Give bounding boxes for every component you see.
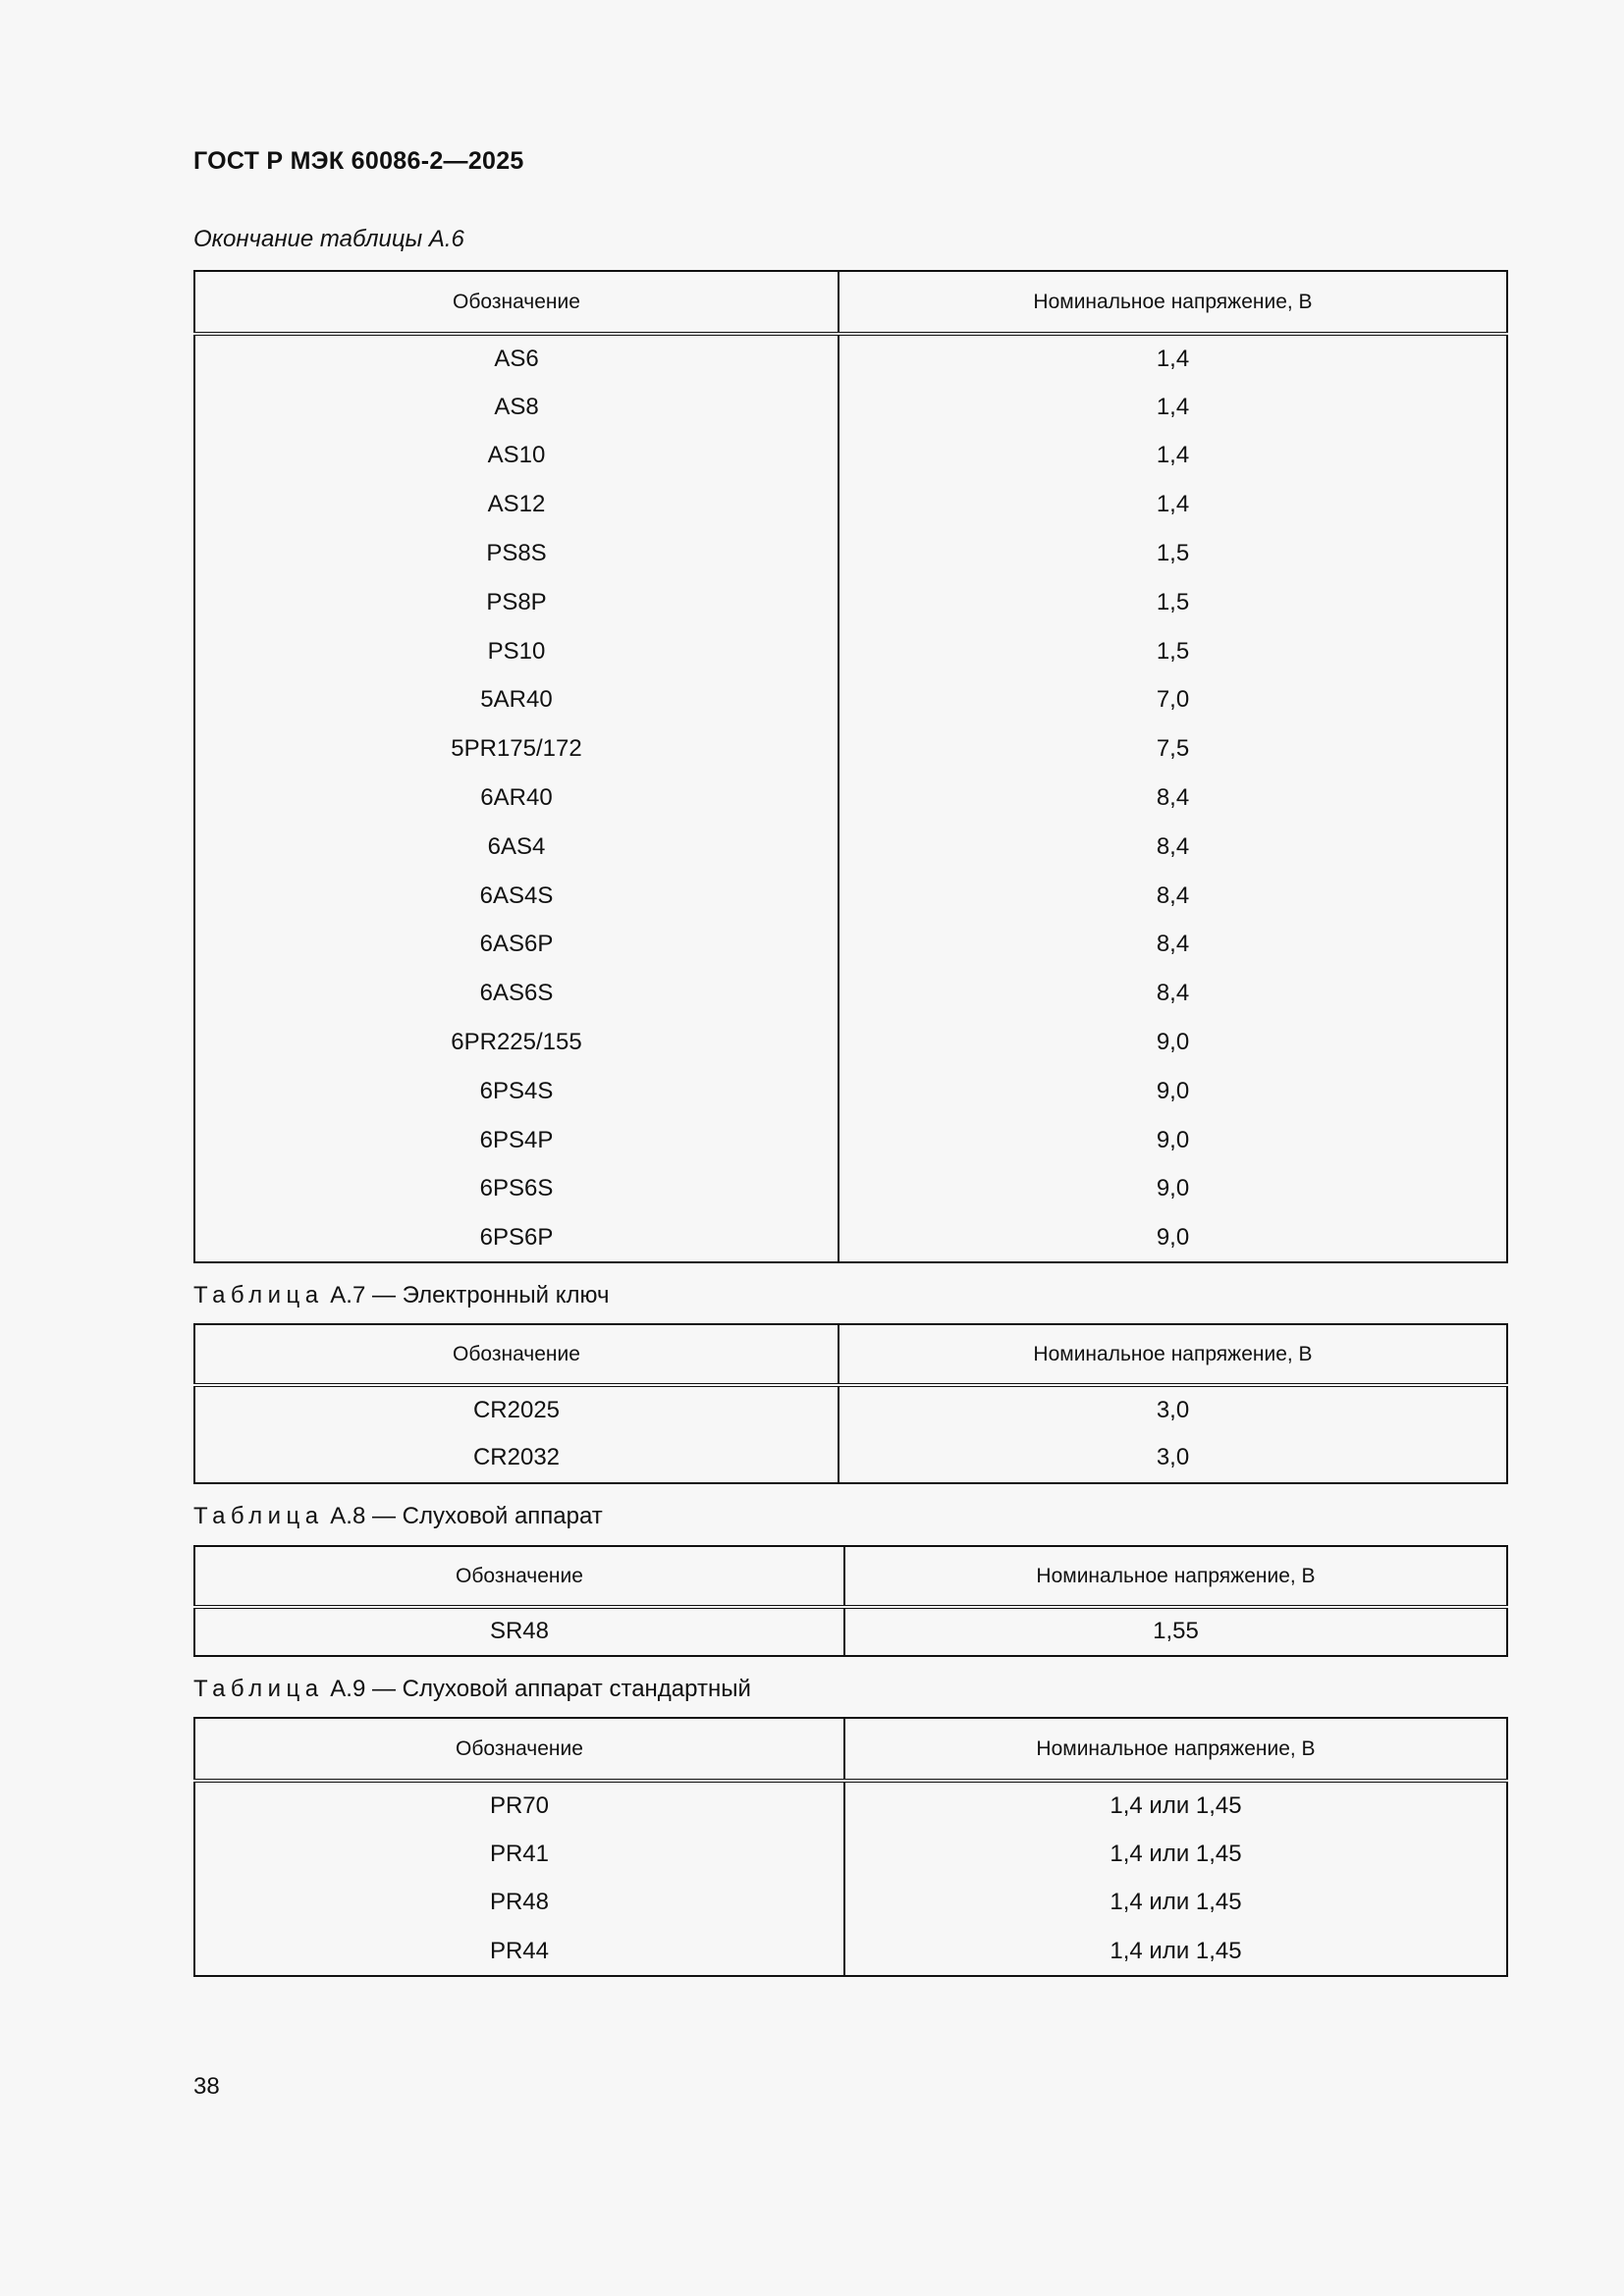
column-header-nominal-voltage: Номинальное напряжение, В bbox=[844, 1546, 1507, 1607]
designation-cell: CR2032 bbox=[472, 1444, 561, 1471]
table-a9-caption bbox=[193, 1676, 751, 1703]
table-row bbox=[194, 480, 1507, 529]
table-a6-body bbox=[194, 334, 1507, 1262]
table-a9-body bbox=[194, 1781, 1507, 1976]
table-a6 bbox=[193, 270, 1508, 1263]
table-row bbox=[194, 1434, 1507, 1483]
table-row bbox=[194, 676, 1507, 725]
table-a8 bbox=[193, 1545, 1508, 1657]
designation-cell: PR70 bbox=[489, 1791, 550, 1819]
nominal-voltage-cell: 8,4 bbox=[839, 872, 1507, 921]
document-header: ГОСТ Р МЭК 60086-2—2025 bbox=[193, 147, 524, 175]
nominal-voltage-cell: 1,4 или 1,45 bbox=[844, 1781, 1507, 1830]
table-a6-caption: Окончание таблицы А.6 bbox=[193, 226, 464, 252]
nominal-voltage-cell: 8,4 bbox=[839, 969, 1507, 1018]
designation-cell: 6AR40 bbox=[480, 784, 553, 812]
nominal-voltage-cell: 1,55 bbox=[844, 1607, 1507, 1656]
column-header-nominal-voltage: Номинальное напряжение, В bbox=[844, 1718, 1507, 1781]
table-row bbox=[194, 872, 1507, 921]
table-row bbox=[194, 823, 1507, 872]
nominal-voltage-cell: 1,4 bbox=[839, 432, 1507, 481]
designation-cell: PS10 bbox=[487, 637, 546, 665]
table-row bbox=[194, 578, 1507, 627]
designation-cell: 6PR225/155 bbox=[451, 1029, 582, 1056]
nominal-voltage-cell: 9,0 bbox=[839, 1067, 1507, 1116]
designation-cell: AS10 bbox=[487, 442, 546, 469]
nominal-voltage-cell: 3,0 bbox=[839, 1434, 1507, 1483]
column-header-designation: Обозначение bbox=[194, 1718, 844, 1781]
table-row bbox=[194, 1385, 1507, 1434]
table-row bbox=[194, 383, 1507, 432]
column-header-designation: Обозначение bbox=[194, 1546, 844, 1607]
designation-cell: PR44 bbox=[489, 1937, 550, 1964]
nominal-voltage-cell: 1,4 или 1,45 bbox=[844, 1927, 1507, 1976]
designation-cell: 6AS6S bbox=[479, 980, 554, 1007]
nominal-voltage-cell: 1,5 bbox=[839, 627, 1507, 676]
table-a8-caption bbox=[193, 1503, 603, 1530]
designation-cell: 6PS4P bbox=[479, 1126, 554, 1153]
nominal-voltage-cell: 1,4 bbox=[839, 334, 1507, 383]
table-row bbox=[194, 1116, 1507, 1165]
table-row bbox=[194, 1067, 1507, 1116]
designation-cell: SR48 bbox=[489, 1618, 550, 1645]
table-row bbox=[194, 1830, 1507, 1879]
column-header-designation: Обозначение bbox=[194, 1324, 839, 1385]
table-a7-caption bbox=[193, 1282, 609, 1309]
table-row bbox=[194, 432, 1507, 481]
designation-cell: 6AS4S bbox=[479, 881, 554, 909]
page-number: 38 bbox=[193, 2073, 220, 2100]
nominal-voltage-cell: 8,4 bbox=[839, 774, 1507, 823]
column-header-nominal-voltage: Номинальное напряжение, В bbox=[839, 1324, 1507, 1385]
nominal-voltage-cell: 3,0 bbox=[839, 1385, 1507, 1434]
caption-title: А.7 — Электронный ключ bbox=[323, 1282, 610, 1308]
table-row bbox=[194, 334, 1507, 383]
designation-cell: PR48 bbox=[489, 1889, 550, 1916]
designation-cell: 6AS4 bbox=[487, 832, 546, 860]
designation-cell: 6AS6P bbox=[479, 931, 554, 958]
column-header-nominal-voltage: Номинальное напряжение, В bbox=[839, 271, 1507, 334]
designation-cell: AS12 bbox=[487, 491, 546, 518]
designation-cell: 5PR175/172 bbox=[451, 735, 582, 763]
table-a7-body bbox=[194, 1385, 1507, 1483]
table-row bbox=[194, 1165, 1507, 1214]
table-row bbox=[194, 1781, 1507, 1830]
table-row bbox=[194, 529, 1507, 578]
table-row bbox=[194, 921, 1507, 970]
designation-cell: 6PS4S bbox=[479, 1077, 554, 1104]
nominal-voltage-cell: 7,0 bbox=[839, 676, 1507, 725]
caption-title: А.9 — Слуховой аппарат стандартный bbox=[323, 1676, 751, 1702]
table-row bbox=[194, 1018, 1507, 1067]
table-row bbox=[194, 1607, 1507, 1656]
designation-cell: PS8P bbox=[486, 588, 547, 615]
nominal-voltage-cell: 8,4 bbox=[839, 823, 1507, 872]
nominal-voltage-cell: 1,5 bbox=[839, 529, 1507, 578]
table-a8-body bbox=[194, 1607, 1507, 1656]
caption-word: Таблица bbox=[193, 1676, 324, 1702]
table-row bbox=[194, 1213, 1507, 1262]
nominal-voltage-cell: 8,4 bbox=[839, 921, 1507, 970]
designation-cell: CR2025 bbox=[472, 1396, 561, 1423]
nominal-voltage-cell: 1,4 или 1,45 bbox=[844, 1830, 1507, 1879]
column-header-designation: Обозначение bbox=[194, 271, 839, 334]
nominal-voltage-cell: 9,0 bbox=[839, 1165, 1507, 1214]
nominal-voltage-cell: 9,0 bbox=[839, 1116, 1507, 1165]
nominal-voltage-cell: 1,4 или 1,45 bbox=[844, 1879, 1507, 1928]
designation-cell: AS6 bbox=[494, 345, 539, 372]
caption-word: Таблица bbox=[193, 1282, 324, 1308]
table-a9 bbox=[193, 1717, 1508, 1977]
table-row bbox=[194, 1927, 1507, 1976]
nominal-voltage-cell: 9,0 bbox=[839, 1018, 1507, 1067]
nominal-voltage-cell: 1,4 bbox=[839, 383, 1507, 432]
designation-cell: 5AR40 bbox=[480, 686, 553, 714]
table-row bbox=[194, 627, 1507, 676]
nominal-voltage-cell: 7,5 bbox=[839, 724, 1507, 774]
designation-cell: PS8S bbox=[486, 540, 547, 567]
designation-cell: PR41 bbox=[489, 1840, 550, 1867]
caption-word: Таблица bbox=[193, 1503, 324, 1529]
table-row bbox=[194, 1879, 1507, 1928]
caption-title: А.8 — Слуховой аппарат bbox=[323, 1503, 603, 1529]
table-a7 bbox=[193, 1323, 1508, 1484]
table-row bbox=[194, 724, 1507, 774]
nominal-voltage-cell: 1,5 bbox=[839, 578, 1507, 627]
designation-cell: 6PS6P bbox=[479, 1223, 554, 1251]
designation-cell: 6PS6S bbox=[479, 1175, 554, 1202]
nominal-voltage-cell: 1,4 bbox=[839, 480, 1507, 529]
nominal-voltage-cell: 9,0 bbox=[839, 1213, 1507, 1262]
designation-cell: AS8 bbox=[494, 393, 539, 420]
table-row bbox=[194, 774, 1507, 823]
table-row bbox=[194, 969, 1507, 1018]
